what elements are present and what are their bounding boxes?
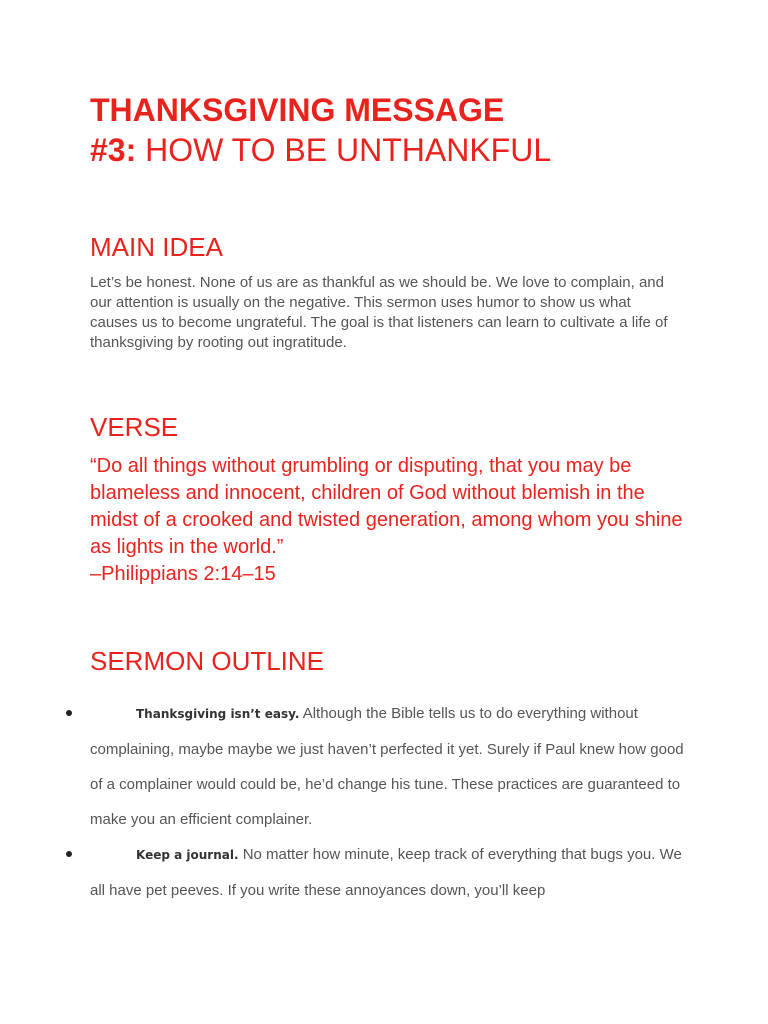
outline-item-lead: Keep a journal. — [136, 848, 239, 862]
main-idea-text: Let’s be honest. None of us are as thankful as we should be. We love to complain, and our attention is usually on the negative. This sermon uses humor to show us what causes us to become ungrateful. The goal is that listeners can learn to cultivate a life of thanksgiving by rooting out ingratitude. — [90, 274, 668, 351]
verse-heading: VERSE — [90, 412, 179, 442]
title-number: #3: — [90, 132, 137, 168]
outline-item-lead: Thanksgiving isn’t easy. — [136, 707, 300, 721]
verse-reference: –Philippians 2:14–15 — [90, 563, 276, 585]
outline-item-text: Although the Bible tells us to do everything without complaining, maybe maybe we just haven’t perfected it yet. Surely if Paul knew how good of a complainer would could be, he’d change his tune. These practices are guaranteed to make you an efficient complainer. — [90, 705, 684, 828]
main-idea-heading: MAIN IDEA — [90, 232, 223, 262]
title-subtitle: HOW TO BE UNTHANKFUL — [136, 132, 552, 168]
bullet-icon — [66, 710, 72, 716]
outline-item-text: No matter how minute, keep track of everything that bugs you. We all have pet peeves. If you write these annoyances down, you’ll keep — [90, 846, 682, 899]
outline-item-keep-journal — [90, 837, 690, 908]
outline-item-thanksgiving-not-easy — [90, 696, 690, 837]
verse-block — [90, 453, 690, 588]
bullet-icon — [66, 851, 72, 857]
sermon-outline-list — [90, 696, 690, 908]
sermon-outline-heading: SERMON OUTLINE — [90, 646, 325, 676]
verse-quote: “Do all things without grumbling or disputing, that you may be blameless and innocent, children of God without blemish in the midst of a crooked and twisted generation, among whom you shine as lights in the world.” — [90, 455, 683, 558]
title-line-1: THANKSGIVING MESSAGE — [90, 92, 505, 128]
page-title — [90, 90, 710, 170]
